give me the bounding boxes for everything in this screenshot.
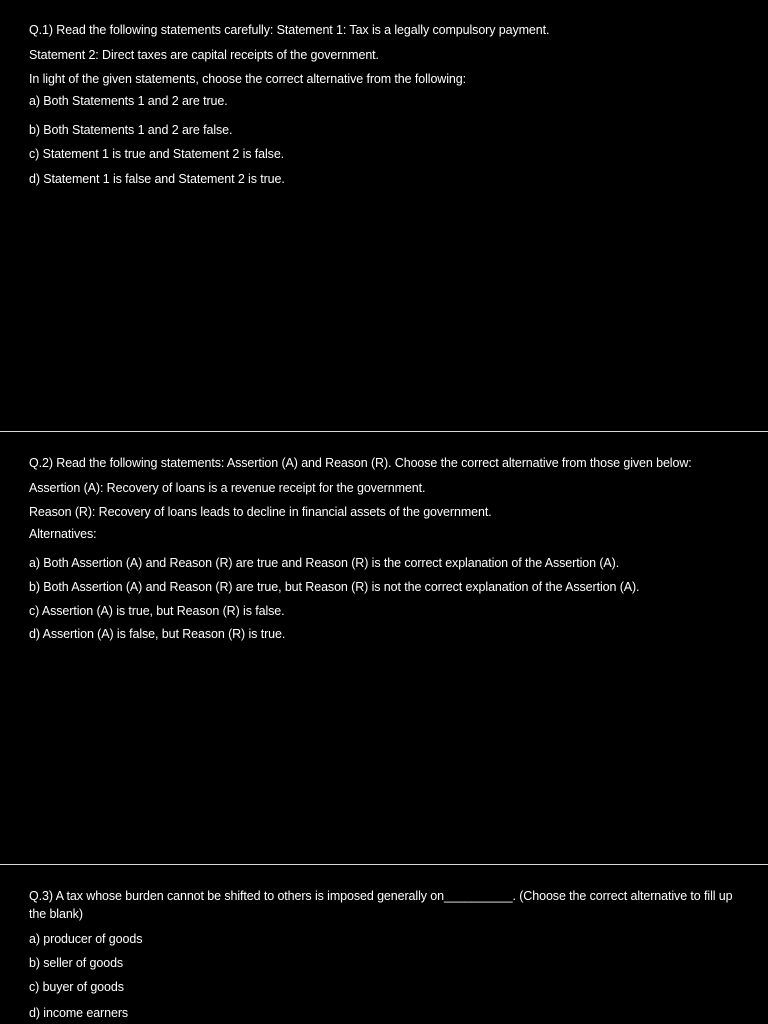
q2-option-a: a) Both Assertion (A) and Reason (R) are true and Reason (R) is the correct explanation of the Assertion (A).	[29, 556, 620, 570]
q1-stem: Q.1) Read the following statements carefully: Statement 1: Tax is a legally compulsory payment.	[29, 23, 550, 37]
q2-reason: Reason (R): Recovery of loans leads to decline in financial assets of the government.	[29, 505, 492, 519]
q1-option-b: b) Both Statements 1 and 2 are false.	[29, 123, 233, 137]
q2-stem: Q.2) Read the following statements: Assertion (A) and Reason (R). Choose the correct alternative from those given below:	[29, 456, 692, 470]
q2-option-b: b) Both Assertion (A) and Reason (R) are true, but Reason (R) is not the correct explanation of the Assertion (A).	[29, 580, 640, 594]
q3-stem: Q.3) A tax whose burden cannot be shifted to others is imposed generally on__________. (Choose the correct alternative to fill up the blank)	[29, 889, 733, 921]
question-slide-1	[0, 0, 768, 432]
question-slide-3	[0, 866, 768, 1024]
q3-option-d: d) income earners	[29, 1006, 129, 1020]
q2-option-c: c) Assertion (A) is true, but Reason (R) is false.	[29, 604, 285, 618]
q3-option-a: a) producer of goods	[29, 932, 143, 946]
q2-option-d: d) Assertion (A) is false, but Reason (R) is true.	[29, 627, 286, 641]
q2-assertion: Assertion (A): Recovery of loans is a revenue receipt for the government.	[29, 481, 426, 495]
q1-instruction: In light of the given statements, choose the correct alternative from the following:	[29, 72, 466, 86]
q3-option-b: b) seller of goods	[29, 956, 124, 970]
q1-statement-2: Statement 2: Direct taxes are capital receipts of the government.	[29, 48, 379, 62]
question-slide-2	[0, 433, 768, 865]
q2-alternatives-label: Alternatives:	[29, 527, 97, 541]
q1-option-c: c) Statement 1 is true and Statement 2 is false.	[29, 147, 285, 161]
q3-option-c: c) buyer of goods	[29, 980, 124, 994]
q1-option-a: a) Both Statements 1 and 2 are true.	[29, 94, 228, 108]
q1-option-d: d) Statement 1 is false and Statement 2 is true.	[29, 172, 285, 186]
